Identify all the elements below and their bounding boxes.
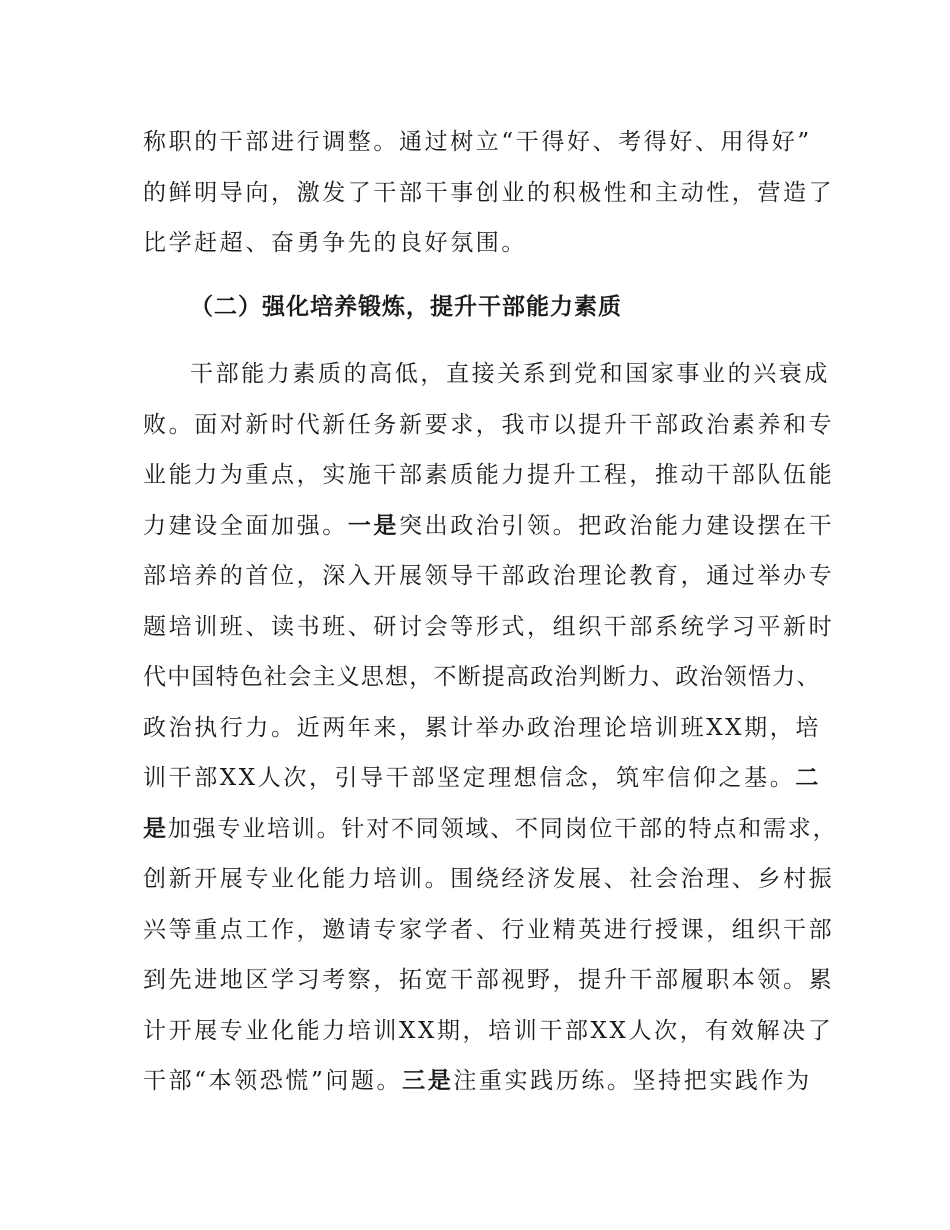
line-text: 加强专业培训。针对不同领域、不同岗位干部的特点和需求， [167, 816, 838, 842]
paragraph-line: 代中国特色社会主义思想，不断提高政治判断力、政治领悟力、 [143, 664, 821, 690]
paragraph-line: 败。面对新时代新任务新要求，我市以提升干部政治素养和专 [143, 412, 835, 438]
bold-marker: 一是 [347, 513, 400, 539]
bold-marker: 是 [143, 816, 168, 842]
line-text: 干部“本领恐慌”问题。 [143, 1068, 403, 1094]
line-text: 突出政治引领。把政治能力建设摆在干 [399, 513, 835, 539]
paragraph-line: 称职的干部进行调整。通过树立“干得好、考得好、用得好” [143, 129, 812, 155]
paragraph-line: 兴等重点工作，邀请专家学者、行业精英进行授课，组织干部 [143, 917, 835, 943]
line-text: 注重实践历练。坚持把实践作为 [453, 1068, 812, 1094]
paragraph-line: 的鲜明导向，激发了干部干事创业的积极性和主动性，营造了 [143, 180, 835, 206]
paragraph-line: 业能力为重点，实施干部素质能力提升工程，推动干部队伍能 [143, 462, 835, 488]
paragraph-line: 比学赶超、奋勇争先的良好氛围。 [143, 230, 527, 256]
paragraph-line: 创新开展专业化能力培训。围绕经济发展、社会治理、乡村振 [143, 866, 835, 892]
bold-marker: 三是 [402, 1068, 454, 1094]
paragraph-line: 到先进地区学习考察，拓宽干部视野，提升干部履职本领。累 [143, 967, 835, 993]
paragraph-line [143, 511, 834, 541]
line-text: 训干部XX人次，引导干部坚定理想信念，筑牢信仰之基。 [143, 765, 796, 791]
line-text: 力建设全面加强。 [143, 513, 348, 539]
paragraph-line [143, 814, 837, 844]
section-heading: （二）强化培养锻炼，提升干部能力素质 [190, 294, 622, 320]
paragraph-line: 政治执行力。近两年来，累计举办政治理论培训班XX期，培 [143, 715, 821, 741]
paragraph-line [143, 1066, 812, 1096]
bold-marker: 二 [795, 765, 821, 791]
paragraph-line: 干部能力素质的高低，直接关系到党和国家事业的兴衰成 [190, 361, 830, 387]
paragraph-line: 计开展专业化能力培训XX期，培训干部XX人次，有效解决了 [143, 1018, 834, 1044]
paragraph-line: 题培训班、读书班、研讨会等形式，组织干部系统学习平新时 [143, 614, 835, 640]
paragraph-line: 部培养的首位，深入开展领导干部政治理论教育，通过举办专 [143, 563, 835, 589]
paragraph-line [143, 763, 821, 793]
